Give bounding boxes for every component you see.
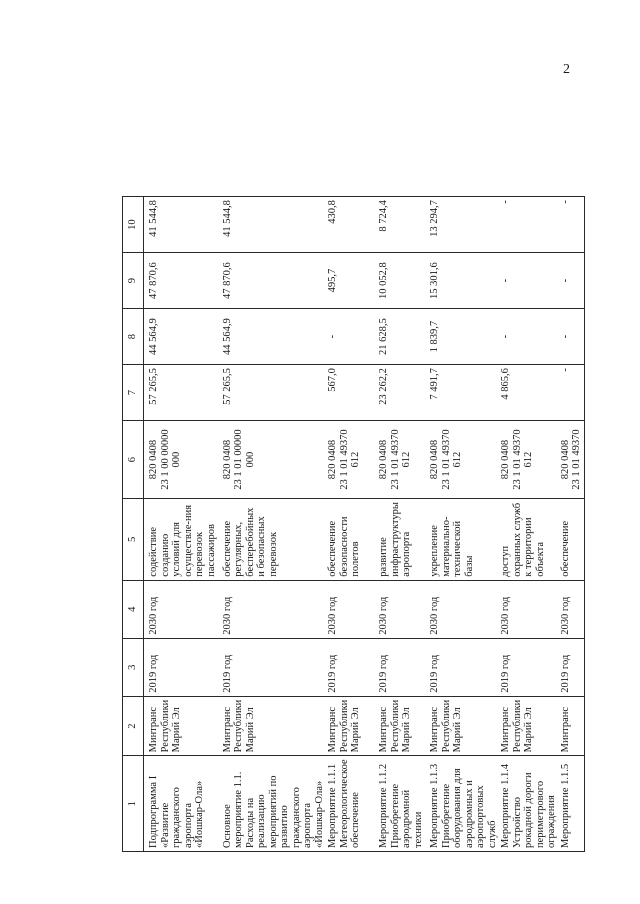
value-col9-cell: 47 870,6	[221, 253, 327, 309]
expected-result-cell: развитие инфраструктуры аэропорта	[377, 499, 428, 581]
header-cell: 1	[123, 756, 144, 852]
start-year-cell: 2019 год	[377, 638, 428, 696]
header-cell: 10	[123, 197, 144, 253]
header-cell: 5	[123, 499, 144, 581]
executor-cell: Минтранс Республики Марий Эл	[326, 696, 377, 756]
program-name-cell: Мероприятие 1.1.2 Приобретение аэродромной техники	[377, 756, 428, 852]
value-col8-cell: -	[559, 309, 585, 365]
header-cell: 4	[123, 580, 144, 638]
end-year-cell: 2030 год	[428, 580, 499, 638]
start-year-cell: 2019 год	[559, 638, 585, 696]
end-year-cell: 2030 год	[559, 580, 585, 638]
header-cell: 8	[123, 309, 144, 365]
program-name-cell: Мероприятие 1.1.5	[559, 756, 585, 852]
header-cell: 7	[123, 365, 144, 421]
program-name-cell: Мероприятие 1.1.4 Устройство рокадной дороги периметрового ограждения	[499, 756, 559, 852]
expected-result-cell: содействие созданию условий для осуществле-ния перевозок пассажиров	[144, 499, 221, 581]
value-col8-cell: 44 564,9	[221, 309, 327, 365]
program-name-cell: Основное мероприятие 1.1. Расходы на реализацию мероприятий по развитию гражданского аэропорта «Йошкар-Ола»	[221, 756, 327, 852]
program-name-cell: Мероприятие 1.1.3 Приобретение оборудования для аэродромных и аэропортовых служб	[428, 756, 499, 852]
executor-cell: Минтранс	[559, 696, 585, 756]
value-col9-cell: 10 052,8	[377, 253, 428, 309]
value-col10-cell: 430,8	[326, 197, 377, 253]
value-col9-cell: -	[499, 253, 559, 309]
table-row	[428, 197, 499, 852]
expected-result-cell: обеспечение	[559, 499, 585, 581]
start-year-cell: 2019 год	[326, 638, 377, 696]
value-col7-cell: 57 265,5	[144, 365, 221, 421]
end-year-cell: 2030 год	[499, 580, 559, 638]
value-col7-cell: 23 262,2	[377, 365, 428, 421]
table-row	[499, 197, 559, 852]
page-number: 2	[563, 62, 570, 77]
expected-result-cell: обеспечение безопасности полетов	[326, 499, 377, 581]
start-year-cell: 2019 год	[144, 638, 221, 696]
value-col7-cell: -	[559, 365, 585, 421]
start-year-cell: 2019 год	[499, 638, 559, 696]
header-cell: 2	[123, 696, 144, 756]
value-col7-cell: 57 265,5	[221, 365, 327, 421]
value-col7-cell: 4 865,6	[499, 365, 559, 421]
executor-cell: Минтранс Республики Марий Эл	[428, 696, 499, 756]
expected-result-cell: укрепление материально-технической базы	[428, 499, 499, 581]
table-row	[377, 197, 428, 852]
table-row	[221, 197, 327, 852]
budget-code-cell: 820 0408 23 1 01 49370 612	[428, 421, 499, 499]
executor-cell: Минтранс Республики Марий Эл	[499, 696, 559, 756]
value-col8-cell: -	[499, 309, 559, 365]
header-cell: 9	[123, 253, 144, 309]
value-col10-cell: -	[559, 197, 585, 253]
value-col9-cell: 15 301,6	[428, 253, 499, 309]
value-col7-cell: 567,0	[326, 365, 377, 421]
value-col9-cell: 495,7	[326, 253, 377, 309]
value-col8-cell: 1 839,7	[428, 309, 499, 365]
budget-code-cell: 820 0408 23 1 01 00000 000	[221, 421, 327, 499]
value-col8-cell: 44 564,9	[144, 309, 221, 365]
value-col10-cell: 8 724,4	[377, 197, 428, 253]
budget-code-cell: 820 0408 23 1 00 00000 000	[144, 421, 221, 499]
value-col8-cell: -	[326, 309, 377, 365]
budget-code-cell: 820 0408 23 1 01 49370 612	[499, 421, 559, 499]
expected-result-cell: обеспечение регулярных, бесперебойных и безопасных перевозок	[221, 499, 327, 581]
start-year-cell: 2019 год	[221, 638, 327, 696]
header-row	[123, 197, 144, 852]
end-year-cell: 2030 год	[377, 580, 428, 638]
value-col9-cell: 47 870,6	[144, 253, 221, 309]
executor-cell: Минтранс Республики Марий Эл	[377, 696, 428, 756]
header-cell: 3	[123, 638, 144, 696]
executor-cell: Минтранс Республики Марий Эл	[144, 696, 221, 756]
expected-result-cell: доступ охранных служб к территории объекта	[499, 499, 559, 581]
executor-cell: Минтранс Республики Марий Эл	[221, 696, 327, 756]
program-name-cell: Мероприятие 1.1.1 Метеорологическое обеспечение	[326, 756, 377, 852]
value-col8-cell: 21 628,5	[377, 309, 428, 365]
end-year-cell: 2030 год	[144, 580, 221, 638]
table-row	[144, 197, 221, 852]
table-row	[326, 197, 377, 852]
budget-code-cell: 820 0408 23 1 01 49370 612	[377, 421, 428, 499]
value-col10-cell: 13 294,7	[428, 197, 499, 253]
value-col10-cell: 41 544,8	[144, 197, 221, 253]
start-year-cell: 2019 год	[428, 638, 499, 696]
end-year-cell: 2030 год	[326, 580, 377, 638]
budget-code-cell: 820 0408 23 1 01 49370	[559, 421, 585, 499]
value-col9-cell: -	[559, 253, 585, 309]
value-col7-cell: 7 491,7	[428, 365, 499, 421]
header-cell: 6	[123, 421, 144, 499]
program-table	[122, 196, 585, 852]
table-row	[559, 197, 585, 852]
value-col10-cell: 41 544,8	[221, 197, 327, 253]
program-name-cell: Подпрограмма I «Развитие гражданского аэропорта «Йошкар-Ола»	[144, 756, 221, 852]
budget-code-cell: 820 0408 23 1 01 49370 612	[326, 421, 377, 499]
value-col10-cell: -	[499, 197, 559, 253]
end-year-cell: 2030 год	[221, 580, 327, 638]
